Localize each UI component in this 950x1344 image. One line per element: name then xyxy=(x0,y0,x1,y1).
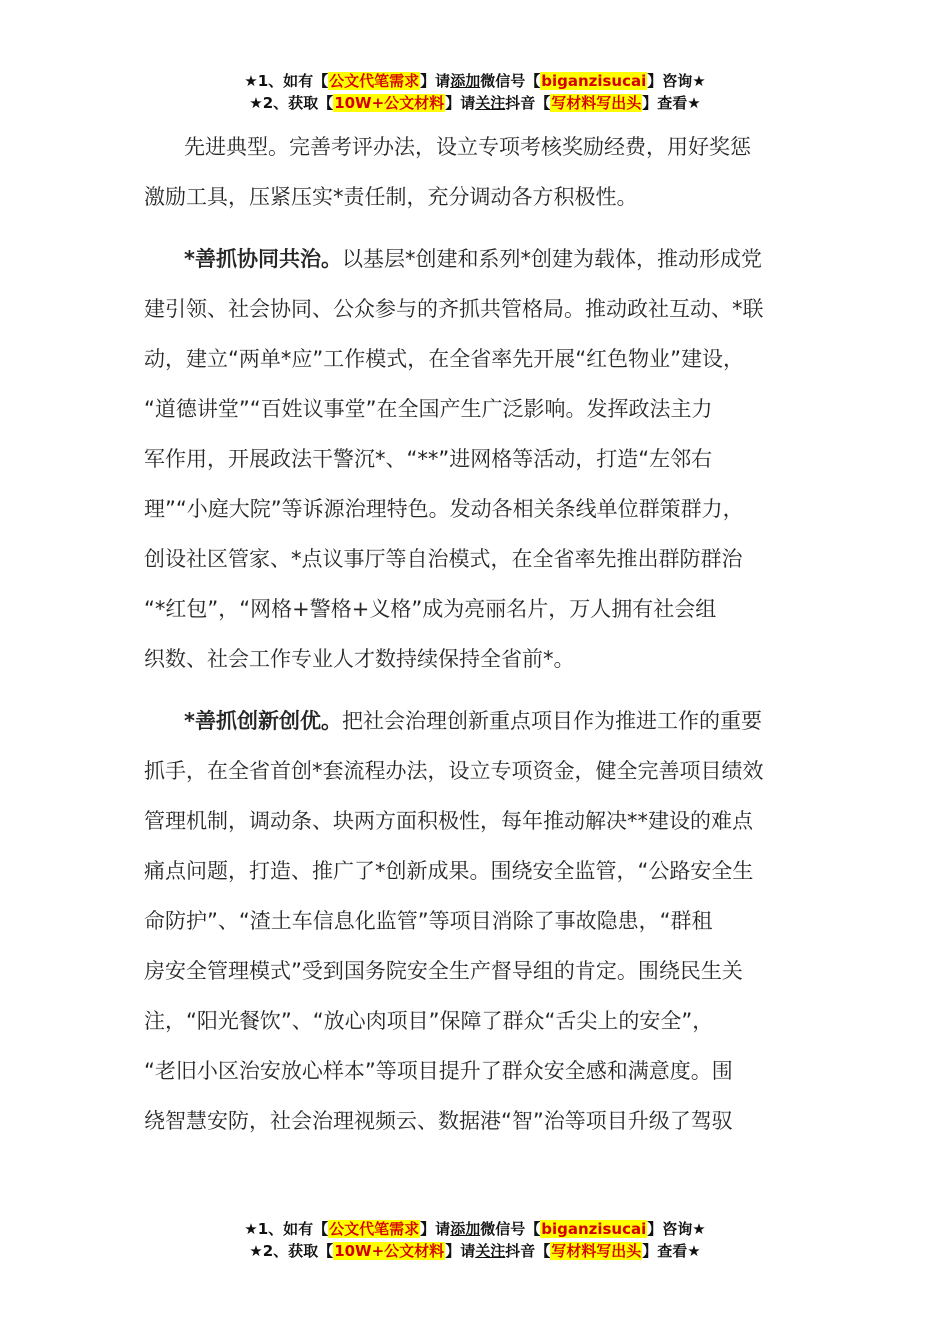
banner-line-1: ★1、如有【公文代笔需求】请添加微信号【biganzisucai】咨询★ xyxy=(244,1220,706,1238)
paragraph-3 xyxy=(144,696,830,1146)
text-line: 织数、社会工作专业人才数持续保持全省前*。 xyxy=(144,647,575,671)
document-body xyxy=(144,122,830,1146)
highlight-materials: 10W+公文材料 xyxy=(334,1242,445,1260)
text-line: *善抓创新创优。把社会治理创新重点项目作为推进工作的重要 xyxy=(184,709,762,733)
paragraph-heading: *善抓协同共治。 xyxy=(184,247,342,271)
highlight-wechat-id: biganzisucai xyxy=(541,72,647,90)
highlight-service: 公文代笔需求 xyxy=(329,72,420,90)
text-line: 命防护”、“渣土车信息化监管”等项目消除了事故隐患，“群租 xyxy=(144,909,713,933)
text-line: “道德讲堂”“百姓议事堂”在全国产生广泛影响。发挥政法主力 xyxy=(144,397,713,421)
header-banner xyxy=(0,70,950,114)
text-line: “*红包”，“网格+警格+义格”成为亮丽名片，万人拥有社会组 xyxy=(144,597,717,621)
highlight-douyin-account: 写材料写出头 xyxy=(551,1242,642,1260)
text-line: 抓手，在全省首创*套流程办法，设立专项资金，健全完善项目绩效 xyxy=(144,759,764,783)
footer-banner xyxy=(0,1218,950,1262)
highlight-wechat-id: biganzisucai xyxy=(541,1220,647,1238)
text-line: 痛点问题，打造、推广了*创新成果。围绕安全监管，“公路安全生 xyxy=(144,859,754,883)
banner-line-2: ★2、获取【10W+公文材料】请关注抖音【写材料写出头】查看★ xyxy=(249,94,701,112)
text-line: 激励工具，压紧压实*责任制，充分调动各方积极性。 xyxy=(144,185,638,209)
text-line: 先进典型。完善考评办法，设立专项考核奖励经费，用好奖惩 xyxy=(184,135,751,159)
text-line: 创设社区管家、*点议事厅等自治模式，在全省率先推出群防群治 xyxy=(144,547,743,571)
banner-line-2: ★2、获取【10W+公文材料】请关注抖音【写材料写出头】查看★ xyxy=(249,1242,701,1260)
highlight-service: 公文代笔需求 xyxy=(329,1220,420,1238)
banner-line-1: ★1、如有【公文代笔需求】请添加微信号【biganzisucai】咨询★ xyxy=(244,72,706,90)
text-line: 动，建立“两单*应”工作模式，在全省率先开展“红色物业”建设， xyxy=(144,347,745,371)
text-line: 建引领、社会协同、公众参与的齐抓共管格局。推动政社互动、*联 xyxy=(144,297,764,321)
text-line: *善抓协同共治。以基层*创建和系列*创建为载体，推动形成党 xyxy=(184,247,762,271)
text-line: 军作用，开展政法干警沉*、“**”进网格等活动，打造“左邻右 xyxy=(144,447,713,471)
text-line: 房安全管理模式”受到国务院安全生产督导组的肯定。围绕民生关 xyxy=(144,959,743,983)
paragraph-1 xyxy=(144,122,830,222)
text-line: 绕智慧安防，社会治理视频云、数据港“智”治等项目升级了驾驭 xyxy=(144,1109,733,1133)
highlight-materials: 10W+公文材料 xyxy=(334,94,445,112)
paragraph-2 xyxy=(144,234,830,684)
text-line: 管理机制，调动条、块两方面积极性，每年推动解决**建设的难点 xyxy=(144,809,753,833)
highlight-douyin-account: 写材料写出头 xyxy=(551,94,642,112)
text-line: “老旧小区治安放心样本”等项目提升了群众安全感和满意度。围 xyxy=(144,1059,733,1083)
text-line: 注，“阳光餐饮”、“放心肉项目”保障了群众“舌尖上的安全”， xyxy=(144,1009,714,1033)
text-line: 理”“小庭大院”等诉源治理特色。发动各相关条线单位群策群力， xyxy=(144,497,744,521)
paragraph-heading: *善抓创新创优。 xyxy=(184,709,342,733)
